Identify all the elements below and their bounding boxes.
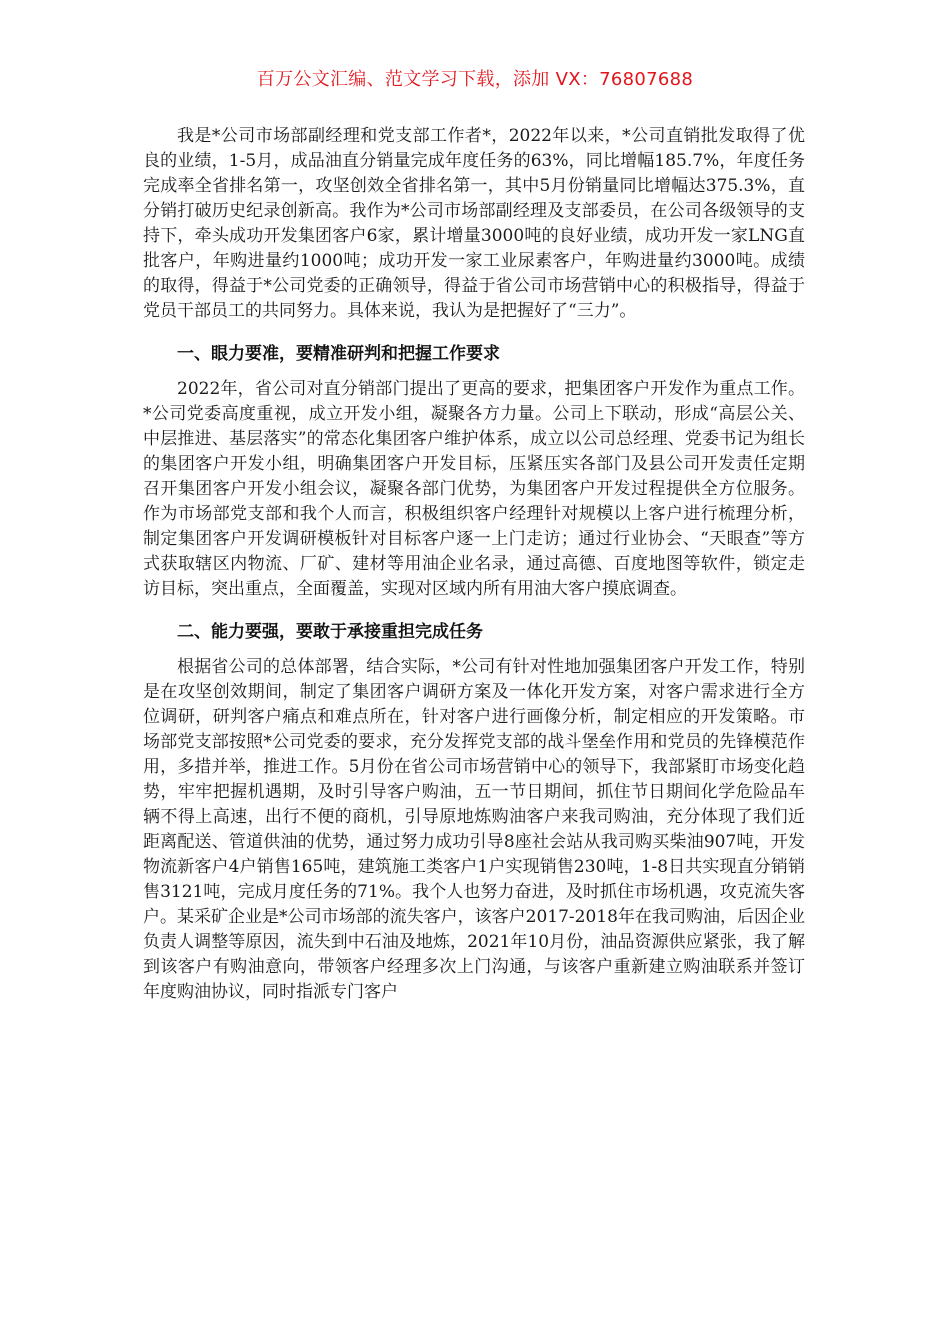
section-heading-2: 二、能力要强，要敢于承接重担完成任务 [177, 622, 483, 642]
section-heading-1: 一、眼力要准，要精准研判和把握工作要求 [177, 344, 500, 364]
document-body [143, 124, 805, 1005]
intro-paragraph: 我是*公司市场部副经理和党支部工作者*，2022年以来，*公司直销批发取得了优良的业绩，1-5月，成品油直分销量完成年度任务的63%，同比增幅185.7%，年度任务完成率全省排名第一，攻坚创效全省排名第一，其中5月份销量同比增幅达375.3%，直分销打破历史纪录创新高。我作为*公司市场部副经理及支部委员，在公司各级领导的支持下，牵头成功开发集团客户6家，累计增量3000吨的良好业绩，成功开发一家LNG直批客户，年购进量约1000吨；成功开发一家工业尿素客户，年购进量约3000吨。成绩的取得，得益于*公司党委的正确领导，得益于省公司市场营销中心的积极指导，得益于党员干部员工的共同努力。具体来说，我认为是把握好了“三力”。 [143, 126, 805, 321]
section-2-paragraph: 根据省公司的总体部署，结合实际，*公司有针对性地加强集团客户开发工作，特别是在攻坚创效期间，制定了集团客户调研方案及一体化开发方案，对客户需求进行全方位调研，研判客户痛点和难点所在，针对客户进行画像分析，制定相应的开发策略。市场部党支部按照*公司党委的要求，充分发挥党支部的战斗堡垒作用和党员的先锋模范作用，多措并举，推进工作。5月份在省公司市场营销中心的领导下，我部紧盯市场变化趋势，牢牢把握机遇期，及时引导客户购油，五一节日期间，抓住节日期间化学危险品车辆不得上高速，出行不便的商机，引导原地炼购油客户来我司购油，充分体现了我们近距离配送、管道供油的优势，通过努力成功引导8座社会站从我司购买柴油907吨，开发物流新客户4户销售165吨，建筑施工类客户1户实现销售230吨，1-8日共实现直分销销售3121吨，完成月度任务的71%。我个人也努力奋进，及时抓住市场机遇，攻克流失客户。某采矿企业是*公司市场部的流失客户，该客户2017-2018年在我司购油，后因企业负责人调整等原因，流失到中石油及地炼，2021年10月份，油品资源供应紧张，我了解到该客户有购油意向，带领客户经理多次上门沟通，与该客户重新建立购油联系并签订年度购油协议，同时指派专门客户 [143, 657, 805, 1002]
section-1-paragraph: 2022年，省公司对直分销部门提出了更高的要求，把集团客户开发作为重点工作。*公司党委高度重视，成立开发小组，凝聚各方力量。公司上下联动，形成“高层公关、中层推进、基层落实”的常态化集团客户维护体系，成立以公司总经理、党委书记为组长的集团客户开发小组，明确集团客户开发目标，压紧压实各部门及县公司开发责任定期召开集团客户开发小组会议，凝聚各部门优势，为集团客户开发过程提供全方位服务。作为市场部党支部和我个人而言，积极组织客户经理针对规模以上客户进行梳理分析，制定集团客户开发调研模板针对目标客户逐一上门走访；通过行业协会、“天眼查”等方式获取辖区内物流、厂矿、建材等用油企业名录，通过高德、百度地图等软件，锁定走访目标，突出重点，全面覆盖，实现对区域内所有用油大客户摸底调查。 [143, 379, 805, 599]
download-banner: 百万公文汇编、范文学习下载，添加 VX：76807688 [256, 69, 694, 90]
